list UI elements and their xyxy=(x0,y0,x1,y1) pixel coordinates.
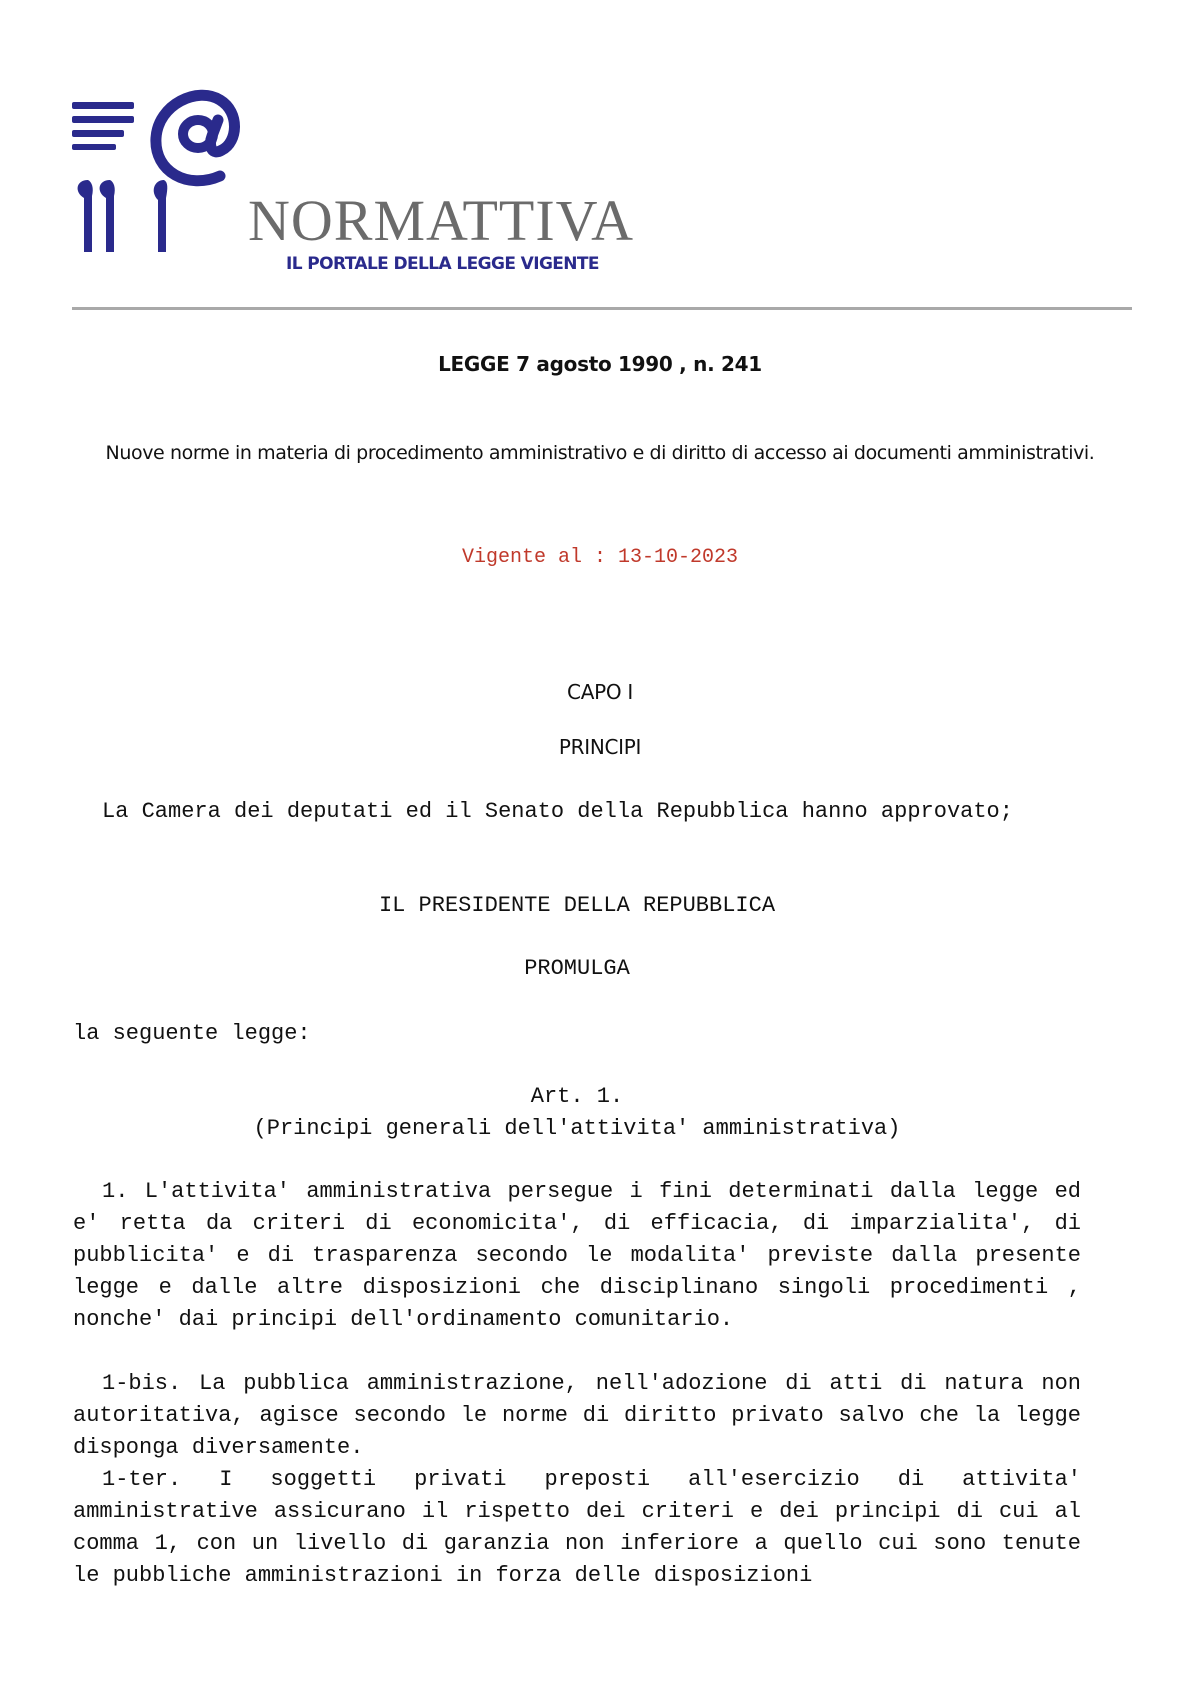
article-paragraph-1: 1. L'attivita' amministrativa persegue i fini determinati dalla legge ed e' retta da criteri di economicita', di efficacia, di imparzialita', di pubblicita' e di trasparenza secondo le modalita' previste dalla presente legge e dalle altre disposizioni che disciplinano singoli procedimenti , nonche' dai principi dell'ordinamento comunitario. xyxy=(73,1179,1081,1332)
article-paragraph-1bis: 1-bis. La pubblica amministrazione, nell'adozione di atti di natura non autoritativa, agisce secondo le norme di diritto privato salvo che la legge disponga diversamente. xyxy=(73,1371,1081,1460)
capo-number: CAPO I xyxy=(567,680,633,704)
header-divider xyxy=(72,307,1132,310)
logo-wordmark: NORMATTIVA xyxy=(248,188,634,253)
approval-text: La Camera dei deputati ed il Senato della Repubblica hanno approvato; xyxy=(102,799,1013,824)
article-number: Art. 1. xyxy=(530,1084,624,1109)
logo-tagline: IL PORTALE DELLA LEGGE VIGENTE xyxy=(286,254,599,274)
intro-text: la seguente legge: xyxy=(73,1021,311,1046)
article-paragraph-1ter: 1-ter. I soggetti privati preposti all'esercizio di attivita' amministrative assicurano il rispetto dei criteri e dei principi di cui al comma 1, con un livello di garanzia non inferiore a quello cui sono tenute le pubbliche amministrazioni in forza delle disposizioni xyxy=(73,1467,1081,1588)
law-subtitle: Nuove norme in materia di procedimento amministrativo e di diritto di accesso ai documenti amministrativi. xyxy=(105,442,1095,464)
vigente-date: Vigente al : 13-10-2023 xyxy=(461,546,739,569)
capo-name: PRINCIPI xyxy=(558,735,642,759)
article-heading: (Principi generali dell'attivita' amministrativa) xyxy=(253,1116,901,1141)
law-title: LEGGE 7 agosto 1990 , n. 241 xyxy=(438,352,762,376)
promulga-heading: PROMULGA xyxy=(524,956,630,981)
president-heading: IL PRESIDENTE DELLA REPUBBLICA xyxy=(378,893,776,918)
normattiva-logo xyxy=(70,80,634,280)
